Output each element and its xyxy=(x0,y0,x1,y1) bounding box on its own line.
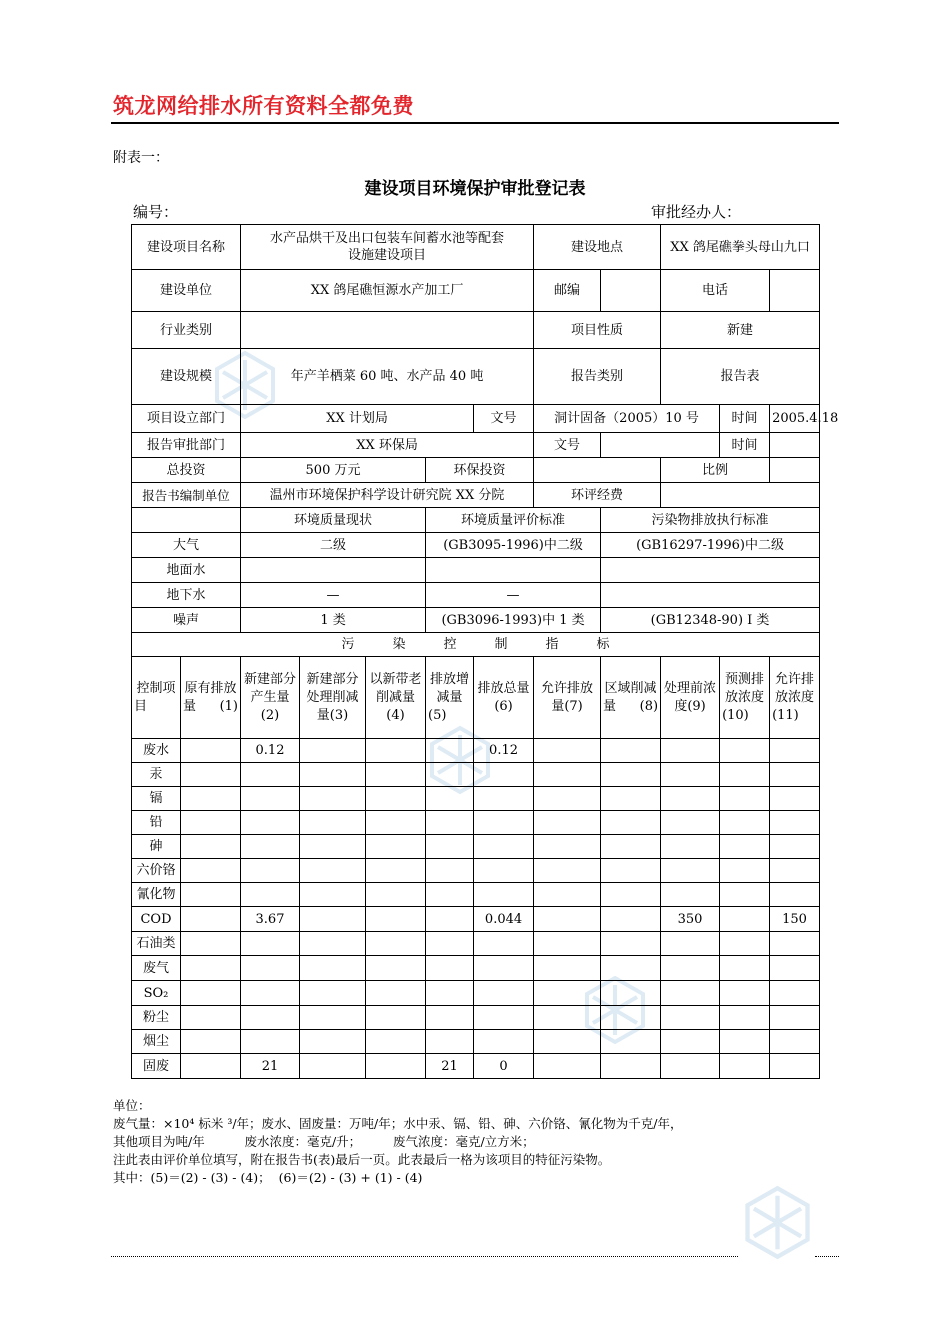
env-item: 噪声 xyxy=(132,608,241,633)
env-item: 大气 xyxy=(132,533,241,558)
ratio-value xyxy=(770,458,820,483)
report-type-value: 报告表 xyxy=(661,349,820,405)
control-value xyxy=(366,739,426,763)
ratio-label: 比例 xyxy=(661,458,770,483)
control-value: 21 xyxy=(426,1054,474,1079)
control-value xyxy=(661,787,720,811)
control-value xyxy=(534,907,601,932)
review-dept-value: XX 环保局 xyxy=(241,433,534,458)
control-value xyxy=(720,1030,770,1054)
notes-line: 其他项目为吨/年 废水浓度：毫克/升； 废气浓度：毫克/立方米； xyxy=(113,1134,535,1149)
control-value xyxy=(720,787,770,811)
control-value xyxy=(300,859,366,883)
postcode-label: 邮编 xyxy=(534,270,601,312)
env-emission: (GB16297-1996)中二级 xyxy=(601,533,820,558)
control-value xyxy=(601,1054,661,1079)
env-item: 地面水 xyxy=(132,558,241,583)
control-row xyxy=(132,763,820,787)
control-value xyxy=(770,835,820,859)
control-value xyxy=(661,883,720,907)
env-standard: (GB3095-1996)中二级 xyxy=(426,533,601,558)
control-value: 21 xyxy=(241,1054,300,1079)
control-value xyxy=(426,859,474,883)
control-value xyxy=(720,981,770,1006)
control-value xyxy=(426,739,474,763)
phone-label: 电话 xyxy=(661,270,770,312)
setup-dept-row xyxy=(132,405,820,433)
setup-doc-no-value: 洞计固备（2005）10 号 xyxy=(534,405,720,433)
control-value xyxy=(426,1030,474,1054)
control-value xyxy=(720,811,770,835)
unit-label: 建设单位 xyxy=(132,270,241,312)
report-type-label: 报告类别 xyxy=(534,349,661,405)
control-value xyxy=(426,883,474,907)
env-header-blank xyxy=(132,508,241,533)
control-value xyxy=(426,835,474,859)
control-value xyxy=(366,883,426,907)
unit-value: XX 鸽尾礁恒源水产加工厂 xyxy=(241,270,534,312)
site-banner: 筑龙网给排水所有资料全都免费 xyxy=(113,94,414,118)
control-value xyxy=(720,739,770,763)
control-item: 废气 xyxy=(132,956,181,981)
control-value xyxy=(181,811,241,835)
control-value xyxy=(534,932,601,956)
control-row xyxy=(132,981,820,1006)
control-value xyxy=(366,932,426,956)
control-item: 废水 xyxy=(132,739,181,763)
control-value xyxy=(661,932,720,956)
env-row xyxy=(132,583,820,608)
review-time-label: 时间 xyxy=(720,433,770,458)
control-value xyxy=(181,1030,241,1054)
control-value xyxy=(366,787,426,811)
control-title-row xyxy=(132,633,820,657)
notes-block xyxy=(113,1097,682,1187)
control-value xyxy=(770,932,820,956)
control-item: COD xyxy=(132,907,181,932)
control-item: 六价铬 xyxy=(132,859,181,883)
control-item: 镉 xyxy=(132,787,181,811)
control-value xyxy=(366,835,426,859)
control-header-row xyxy=(132,657,820,739)
scale-value: 年产羊栖菜 60 吨、水产品 40 吨 xyxy=(241,349,534,405)
env-status: — xyxy=(241,583,426,608)
control-value xyxy=(241,932,300,956)
control-value xyxy=(181,883,241,907)
control-value xyxy=(534,859,601,883)
control-value xyxy=(661,1006,720,1030)
control-item: 铅 xyxy=(132,811,181,835)
env-standard: — xyxy=(426,583,601,608)
review-dept-label: 报告审批部门 xyxy=(132,433,241,458)
control-value xyxy=(426,1006,474,1030)
industry-label: 行业类别 xyxy=(132,312,241,349)
control-value xyxy=(181,981,241,1006)
control-value xyxy=(720,907,770,932)
control-value xyxy=(366,859,426,883)
control-value xyxy=(426,932,474,956)
env-row xyxy=(132,558,820,583)
control-table-body xyxy=(132,739,820,1079)
control-value: 0.044 xyxy=(474,907,534,932)
control-section-title-text: 污染控制指标 xyxy=(341,637,648,652)
approval-form-table xyxy=(131,224,839,1079)
control-section-title xyxy=(132,633,820,657)
env-invest-label: 环保投资 xyxy=(426,458,534,483)
control-value xyxy=(474,1006,534,1030)
control-row xyxy=(132,932,820,956)
review-doc-no-value xyxy=(601,433,720,458)
control-value xyxy=(474,811,534,835)
control-value xyxy=(534,835,601,859)
control-value xyxy=(601,859,661,883)
scale-row xyxy=(132,349,820,405)
control-value xyxy=(534,883,601,907)
control-value xyxy=(474,859,534,883)
scale-label: 建设规模 xyxy=(132,349,241,405)
control-value xyxy=(366,1054,426,1079)
control-value xyxy=(474,835,534,859)
control-value xyxy=(770,956,820,981)
control-header-cell: 处理前浓度(9) xyxy=(661,657,720,739)
control-value xyxy=(181,787,241,811)
control-item: 砷 xyxy=(132,835,181,859)
control-value xyxy=(601,811,661,835)
control-row xyxy=(132,883,820,907)
control-value xyxy=(474,956,534,981)
eia-fee-label: 环评经费 xyxy=(534,483,661,508)
control-value xyxy=(241,883,300,907)
control-value xyxy=(770,1006,820,1030)
control-value xyxy=(661,763,720,787)
investment-row xyxy=(132,458,820,483)
control-value xyxy=(770,763,820,787)
control-value xyxy=(601,787,661,811)
control-value xyxy=(474,981,534,1006)
control-value xyxy=(601,1006,661,1030)
setup-doc-no-label: 文号 xyxy=(474,405,534,433)
control-value xyxy=(300,835,366,859)
control-item: 氰化物 xyxy=(132,883,181,907)
phone-value xyxy=(770,270,820,312)
eia-fee-value xyxy=(661,483,820,508)
officer-label: 审批经办人： xyxy=(651,203,742,221)
control-value xyxy=(241,787,300,811)
control-value xyxy=(366,811,426,835)
control-value xyxy=(426,981,474,1006)
control-value xyxy=(181,1006,241,1030)
compiler-value: 温州市环境保护科学设计研究院 XX 分院 xyxy=(241,483,534,508)
control-value xyxy=(770,787,820,811)
control-value xyxy=(661,981,720,1006)
control-header-cell: 排放增减量(5) xyxy=(426,657,474,739)
control-value xyxy=(661,859,720,883)
snowflake-watermark-icon xyxy=(740,1185,815,1260)
control-row xyxy=(132,956,820,981)
control-value xyxy=(366,956,426,981)
control-value xyxy=(534,739,601,763)
control-value: 150 xyxy=(770,907,820,932)
control-item: 粉尘 xyxy=(132,1006,181,1030)
env-emission xyxy=(601,583,820,608)
control-value xyxy=(720,763,770,787)
location-value: XX 鸽尾礁拳头母山九口 xyxy=(661,225,820,270)
control-value xyxy=(181,956,241,981)
control-value xyxy=(300,811,366,835)
control-value xyxy=(601,907,661,932)
control-value xyxy=(534,1006,601,1030)
control-value xyxy=(770,811,820,835)
control-value xyxy=(720,932,770,956)
control-value xyxy=(300,787,366,811)
control-value xyxy=(300,1030,366,1054)
control-value xyxy=(601,1030,661,1054)
control-value xyxy=(720,835,770,859)
control-value xyxy=(300,763,366,787)
setup-dept-label: 项目设立部门 xyxy=(132,405,241,433)
control-header-cell: 预测排放浓度(10) xyxy=(720,657,770,739)
control-value xyxy=(661,835,720,859)
control-value xyxy=(534,811,601,835)
env-row xyxy=(132,608,820,633)
control-value xyxy=(474,1030,534,1054)
setup-time-label: 时间 xyxy=(720,405,770,433)
control-value xyxy=(300,932,366,956)
control-value xyxy=(601,883,661,907)
env-status: 二级 xyxy=(241,533,426,558)
control-value xyxy=(181,932,241,956)
env-emission-header: 污染物排放执行标准 xyxy=(601,508,820,533)
control-item: SO₂ xyxy=(132,981,181,1006)
project-name-line1: 水产品烘干及出口包装车间蓄水池等配套 xyxy=(270,231,505,246)
review-doc-no-label: 文号 xyxy=(534,433,601,458)
control-value xyxy=(474,763,534,787)
control-value xyxy=(241,981,300,1006)
project-name-value xyxy=(241,225,534,270)
control-value xyxy=(474,932,534,956)
control-value xyxy=(426,763,474,787)
control-value: 350 xyxy=(661,907,720,932)
env-invest-value xyxy=(534,458,661,483)
env-emission xyxy=(601,558,820,583)
control-value xyxy=(534,787,601,811)
control-value xyxy=(366,1006,426,1030)
control-value xyxy=(426,811,474,835)
control-header-cell: 新建部分产生量(2) xyxy=(241,657,300,739)
control-value: 3.67 xyxy=(241,907,300,932)
control-value xyxy=(770,739,820,763)
control-row xyxy=(132,907,820,932)
control-value xyxy=(300,907,366,932)
control-value xyxy=(241,1006,300,1030)
control-value xyxy=(366,907,426,932)
control-item: 固废 xyxy=(132,1054,181,1079)
control-value xyxy=(770,1054,820,1079)
control-row xyxy=(132,1006,820,1030)
control-value xyxy=(534,1030,601,1054)
control-value xyxy=(241,811,300,835)
control-value xyxy=(661,739,720,763)
control-header-cell: 原有排放量(1) xyxy=(181,657,241,739)
setup-time-value: 2005.4.18 xyxy=(770,405,820,433)
footer-dotted-line-short xyxy=(815,1256,839,1257)
control-value xyxy=(661,1030,720,1054)
control-value xyxy=(770,981,820,1006)
control-value xyxy=(426,907,474,932)
control-header-cell: 允许排放浓度(11) xyxy=(770,657,820,739)
industry-row xyxy=(132,312,820,349)
control-value xyxy=(534,1054,601,1079)
control-value xyxy=(300,1006,366,1030)
control-value xyxy=(601,956,661,981)
nature-value: 新建 xyxy=(661,312,820,349)
control-item: 汞 xyxy=(132,763,181,787)
footer-dotted-line xyxy=(111,1256,738,1257)
control-value xyxy=(300,956,366,981)
control-value xyxy=(601,739,661,763)
project-name-line2: 设施建设项目 xyxy=(348,248,427,263)
control-header-cell: 控制项目 xyxy=(132,657,181,739)
control-header-cell: 区域削减量(8) xyxy=(601,657,661,739)
env-status: 1 类 xyxy=(241,608,426,633)
control-value xyxy=(770,883,820,907)
control-value xyxy=(300,883,366,907)
control-value: 0.12 xyxy=(474,739,534,763)
control-row xyxy=(132,787,820,811)
compiler-row xyxy=(132,483,820,508)
env-emission: (GB12348-90) I 类 xyxy=(601,608,820,633)
total-invest-label: 总投资 xyxy=(132,458,241,483)
control-header-cell: 允许排放量(7) xyxy=(534,657,601,739)
control-value xyxy=(426,956,474,981)
industry-value xyxy=(241,312,534,349)
control-header-cell: 新建部分处理削减量(3) xyxy=(300,657,366,739)
postcode-value xyxy=(601,270,661,312)
control-row xyxy=(132,859,820,883)
control-value xyxy=(241,763,300,787)
env-standard-header: 环境质量评价标准 xyxy=(426,508,601,533)
control-value xyxy=(601,932,661,956)
control-value xyxy=(534,763,601,787)
control-value: 0 xyxy=(474,1054,534,1079)
project-name-row xyxy=(132,225,820,270)
control-row xyxy=(132,1030,820,1054)
control-header-cell: 排放总量(6) xyxy=(474,657,534,739)
control-value xyxy=(366,763,426,787)
control-value xyxy=(241,1030,300,1054)
control-item: 烟尘 xyxy=(132,1030,181,1054)
control-value xyxy=(241,835,300,859)
review-dept-row xyxy=(132,433,820,458)
control-value xyxy=(720,956,770,981)
control-value xyxy=(241,956,300,981)
total-invest-value: 500 万元 xyxy=(241,458,426,483)
env-status xyxy=(241,558,426,583)
banner-divider xyxy=(111,122,839,124)
env-status-header: 环境质量现状 xyxy=(241,508,426,533)
control-row xyxy=(132,739,820,763)
notes-line: 单位： xyxy=(113,1098,151,1113)
control-value xyxy=(474,883,534,907)
project-name-label: 建设项目名称 xyxy=(132,225,241,270)
control-value xyxy=(181,1054,241,1079)
location-label: 建设地点 xyxy=(534,225,661,270)
notes-line: 注此表由评价单位填写，附在报告书(表)最后一页。此表最后一格为该项目的特征污染物。 xyxy=(113,1152,611,1167)
control-value xyxy=(300,1054,366,1079)
control-value xyxy=(601,763,661,787)
control-value xyxy=(181,835,241,859)
env-standard xyxy=(426,558,601,583)
control-value xyxy=(300,981,366,1006)
unit-row xyxy=(132,270,820,312)
control-row xyxy=(132,1054,820,1079)
review-time-value xyxy=(770,433,820,458)
control-value xyxy=(426,787,474,811)
control-value xyxy=(300,739,366,763)
compiler-label: 报告书编制单位 xyxy=(132,483,241,508)
form-title: 建设项目环境保护审批登记表 xyxy=(364,179,586,199)
control-value xyxy=(181,907,241,932)
control-value xyxy=(661,956,720,981)
control-value xyxy=(534,956,601,981)
env-item: 地下水 xyxy=(132,583,241,608)
env-standard: (GB3096-1993)中 1 类 xyxy=(426,608,601,633)
control-value xyxy=(720,859,770,883)
setup-dept-value: XX 计划局 xyxy=(241,405,474,433)
control-row xyxy=(132,835,820,859)
control-value xyxy=(601,835,661,859)
control-item: 石油类 xyxy=(132,932,181,956)
control-value xyxy=(474,787,534,811)
control-value xyxy=(534,981,601,1006)
notes-line: 废气量：×10⁴ 标米 ³/年；废水、固废量：万吨/年；水中汞、镉、铅、砷、六价铬、氰化物为千克/年， xyxy=(113,1116,683,1131)
number-label: 编号： xyxy=(133,203,179,221)
control-value xyxy=(181,859,241,883)
notes-line: 其中：(5)＝(2) - (3) - (4)； (6)＝(2) - (3) + (1) - (4) xyxy=(113,1170,423,1185)
control-value xyxy=(661,1054,720,1079)
control-header-cell: 以新带老削减量(4) xyxy=(366,657,426,739)
control-value xyxy=(770,859,820,883)
control-value xyxy=(181,739,241,763)
control-value: 0.12 xyxy=(241,739,300,763)
control-row xyxy=(132,811,820,835)
control-value xyxy=(181,763,241,787)
control-value xyxy=(366,981,426,1006)
control-value xyxy=(366,1030,426,1054)
nature-label: 项目性质 xyxy=(534,312,661,349)
appendix-label: 附表一： xyxy=(113,150,169,166)
control-value xyxy=(720,1054,770,1079)
control-value xyxy=(770,1030,820,1054)
env-row xyxy=(132,533,820,558)
control-value xyxy=(241,859,300,883)
control-value xyxy=(601,981,661,1006)
control-value xyxy=(720,1006,770,1030)
control-value xyxy=(720,883,770,907)
env-header-row xyxy=(132,508,820,533)
control-value xyxy=(661,811,720,835)
